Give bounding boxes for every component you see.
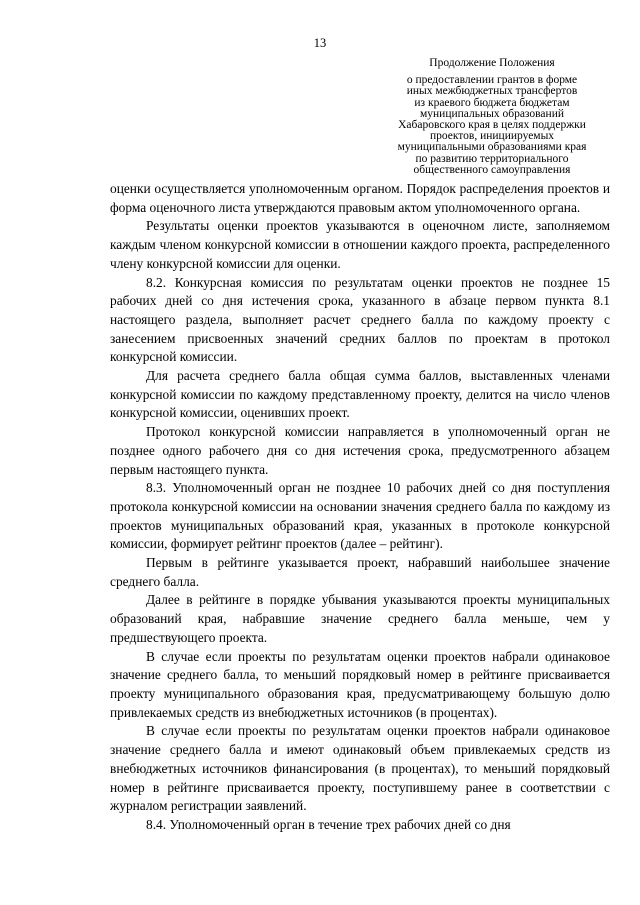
paragraph: Результаты оценки проектов указываются в оценочном листе, заполняемом каждым членом конкурсной комиссии в отношении каждого проекта, распределенного члену конкурсной комиссии для оценки.: [110, 218, 610, 271]
header-title: Продолжение Положения: [429, 57, 555, 69]
header-line: по развитию территориального: [415, 152, 569, 165]
paragraph: Первым в рейтинге указывается проект, набравший наибольшее значение среднего балла.: [110, 555, 610, 589]
paragraph: В случае если проекты по результатам оценки проектов набрали одинаковое значение среднего балла и имеют одинаковый объем привлекаемых средств из внебюджетных источников финансирования (в процентах), то меньший порядковый номер в рейтинге присваивается проекту, поступившему ранее в соответствии с журналом регистрации заявлений.: [110, 723, 610, 814]
header-line: муниципальных образований: [419, 107, 565, 120]
header-line: из краевого бюджета бюджетам: [414, 96, 570, 109]
header-line: муниципальными образованиями края: [397, 141, 587, 154]
header-line: общественного самоуправления: [413, 163, 571, 176]
header-line: проектов, инициируемых: [429, 130, 555, 143]
page-number: 13: [313, 36, 327, 50]
header-line: Хабаровского края в целях поддержки: [398, 119, 586, 132]
paragraph: 8.2. Конкурсная комиссия по результатам оценки проектов не позднее 15 рабочих дней со дня истечения срока, указанного в абзаце первом пункта 8.1 настоящего раздела, выполняет расчет среднего балла по каждому проекту с занесением присвоенных значений средних баллов по проектам в протокол конкурсной комиссии.: [110, 274, 610, 365]
paragraph: оценки осуществляется уполномоченным органом. Порядок распределения проектов и форма оценочного листа утверждаются правовым актом уполномоченного органа.: [110, 181, 610, 215]
document-body: [110, 180, 610, 835]
document-header: [382, 58, 602, 176]
header-line: о предоставлении грантов в форме: [406, 74, 578, 87]
paragraph: Далее в рейтинге в порядке убывания указываются проекты муниципальных образований края, набравшие значение среднего балла меньше, чем у предшествующего проекта.: [110, 592, 610, 645]
paragraph: 8.3. Уполномоченный орган не позднее 10 рабочих дней со дня поступления протокола конкурсной комиссии на основании значения среднего балла по каждому из проектов муниципальных образований края, указанных в протоколе конкурсной комиссии, формирует рейтинг проектов (далее – рейтинг).: [110, 480, 610, 552]
header-line: иных межбюджетных трансфертов: [406, 85, 578, 98]
paragraph: В случае если проекты по результатам оценки проектов набрали одинаковое значение среднего балла, то меньший порядковый номер в рейтинге присваивается проекту муниципального образования края, предусматривающему большую долю привлекаемых средств из внебюджетных источников (в процентах).: [110, 648, 610, 720]
paragraph: 8.4. Уполномоченный орган в течение трех рабочих дней со дня: [146, 816, 511, 832]
paragraph: Для расчета среднего балла общая сумма баллов, выставленных членами конкурсной комиссии по каждому представленному проекту, делится на число членов конкурсной комиссии, оценивших проект.: [110, 368, 610, 421]
paragraph: Протокол конкурсной комиссии направляется в уполномоченный орган не позднее одного рабочего дня со дня истечения срока, предусмотренного абзацем первым настоящего пункта.: [110, 424, 610, 477]
